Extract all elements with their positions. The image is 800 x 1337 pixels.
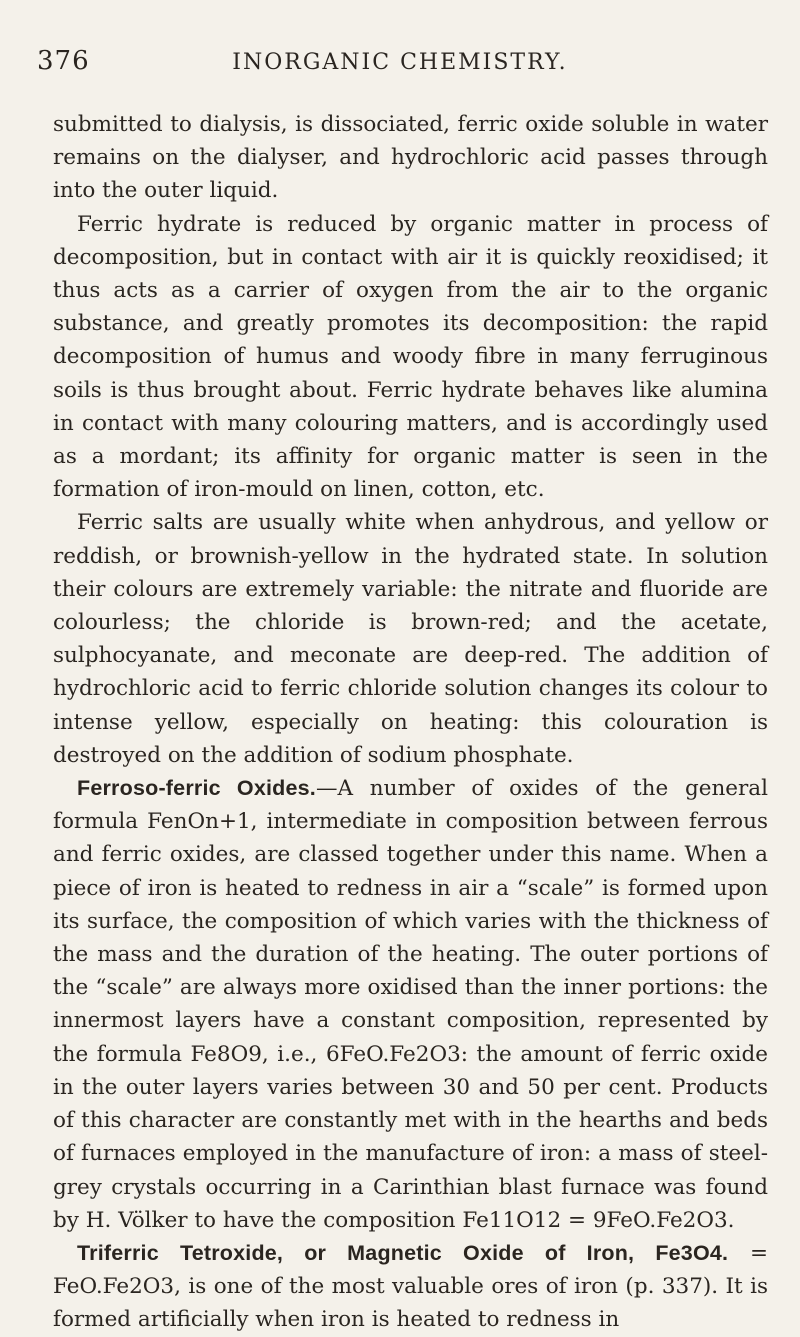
page-number: 376 (37, 46, 90, 76)
paragraph-text: = FeO.Fe2O3, is one of the most valuable ores of iron (p. 337). It is formed artificially when iron is heated to redness in (53, 1240, 768, 1333)
paragraph-text: submitted to dialysis, is dissociated, ferric oxide soluble in water remains on the dialyser, and hydrochloric acid passes through into the outer liquid. (53, 112, 768, 204)
section-heading: Ferroso-ferric Oxides. (77, 776, 316, 801)
paragraph-text: Ferric salts are usually white when anhydrous, and yellow or reddish, or brownish-yellow in the hydrated state. In solution their colours are extremely variable: the nitrate and fluoride are colourless; the chloride is brown-red; and the acetate, sulphocyanate, and meconate are deep-red. The addition of hydrochloric acid to ferric chloride solution changes its colour to intense yellow, especially on heating: this colouration is destroyed on the addition of sodium phosphate. (53, 510, 768, 768)
section-heading: Triferric Tetroxide, or Magnetic Oxide of Iron, Fe3O4. (77, 1240, 729, 1265)
paragraph (53, 108, 768, 208)
body-text (53, 108, 768, 1337)
paragraph (53, 772, 768, 1237)
paragraph-text: —A number of oxides of the general formula FenOn+1, intermediate in composition between ferrous and ferric oxides, are classed together under this name. When a piece of iron is heated to redness in air a “scale” is formed upon its surface, the composition of which varies with the thickness of the mass and the duration of the heating. The outer portions of the “scale” are always more oxidised than the inner portions: the innermost layers have a constant composition, represented by the formula Fe8O9, i.e., 6FeO.Fe2O3: the amount of ferric oxide in the outer layers varies between 30 and 50 per cent. Products of this character are constantly met with in the hearths and beds of furnaces employed in the manufacture of iron: a mass of steel-grey crystals occurring in a Carinthian blast furnace was found by H. Völker to have the composition Fe11O12 = 9FeO.Fe2O3. (53, 776, 768, 1233)
running-head: INORGANIC CHEMISTRY. (232, 50, 568, 75)
paragraph-text: Ferric hydrate is reduced by organic matter in process of decomposition, but in contact with air it is quickly reoxidised; it thus acts as a carrier of oxygen from the air to the organic substance, and greatly promotes its decomposition: the rapid decomposition of humus and woody fibre in many ferruginous soils is thus brought about. Ferric hydrate behaves like alumina in contact with many colouring matters, and is accordingly used as a mordant; its affinity for organic matter is seen in the formation of iron-mould on linen, cotton, etc. (53, 211, 768, 503)
page-header (0, 46, 800, 86)
paragraph (53, 1237, 768, 1337)
paragraph (53, 208, 768, 507)
paragraph (53, 506, 768, 772)
